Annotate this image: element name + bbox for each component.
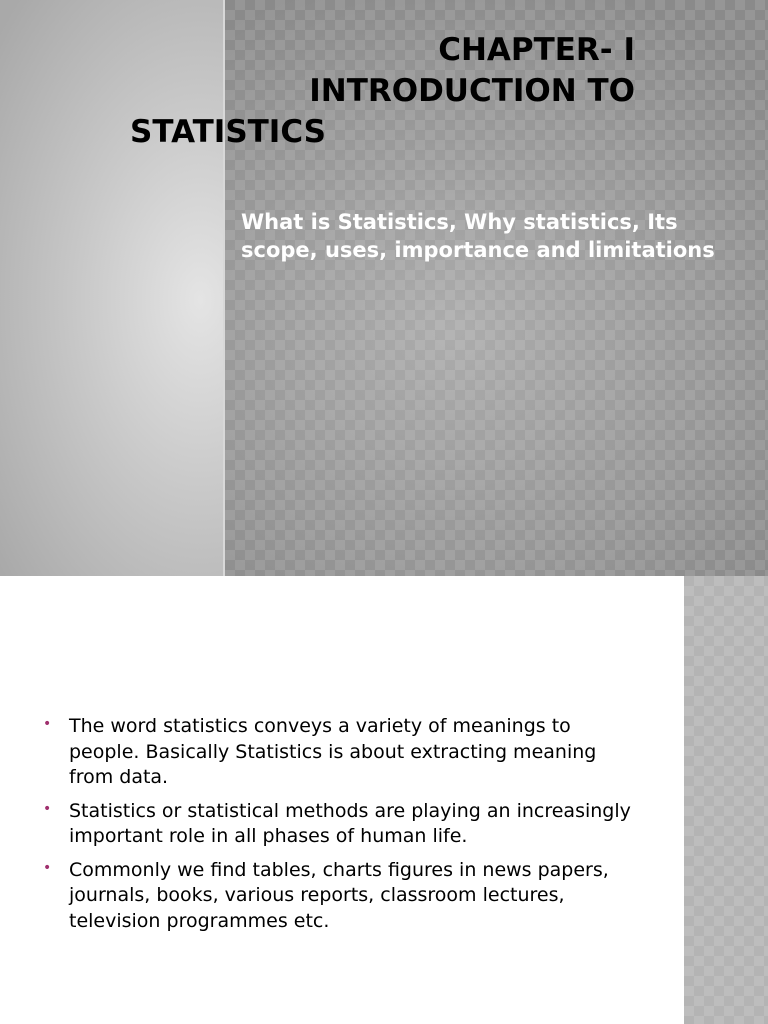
title-line-statistics: STATISTICS — [130, 114, 326, 150]
bullet-icon: • — [43, 800, 52, 817]
list-item — [42, 799, 642, 850]
bullet-text: Commonly we find tables, charts figures in news papers, journals, books, various reports, classroom lectures, television programmes etc. — [69, 858, 609, 932]
bullet-text: Statistics or statistical methods are playing an increasingly important role in all phases of human life. — [69, 799, 631, 847]
bullet-icon: • — [43, 859, 52, 876]
content-slide — [0, 576, 768, 1024]
slide-title — [130, 30, 635, 153]
list-item — [42, 714, 642, 791]
bullet-list — [42, 714, 642, 942]
bullet-text: The word statistics conveys a variety of meanings to people. Basically Statistics is about extracting meaning from data. — [69, 715, 597, 788]
title-line-chapter: CHAPTER- I — [438, 32, 635, 68]
bullet-icon: • — [43, 716, 52, 732]
right-pattern-strip — [684, 576, 768, 1024]
slide-subtitle: What is Statistics, Why statistics, Its scope, uses, importance and limitations — [241, 210, 715, 262]
title-line-introduction: INTRODUCTION TO — [309, 73, 635, 109]
list-item — [42, 858, 642, 935]
